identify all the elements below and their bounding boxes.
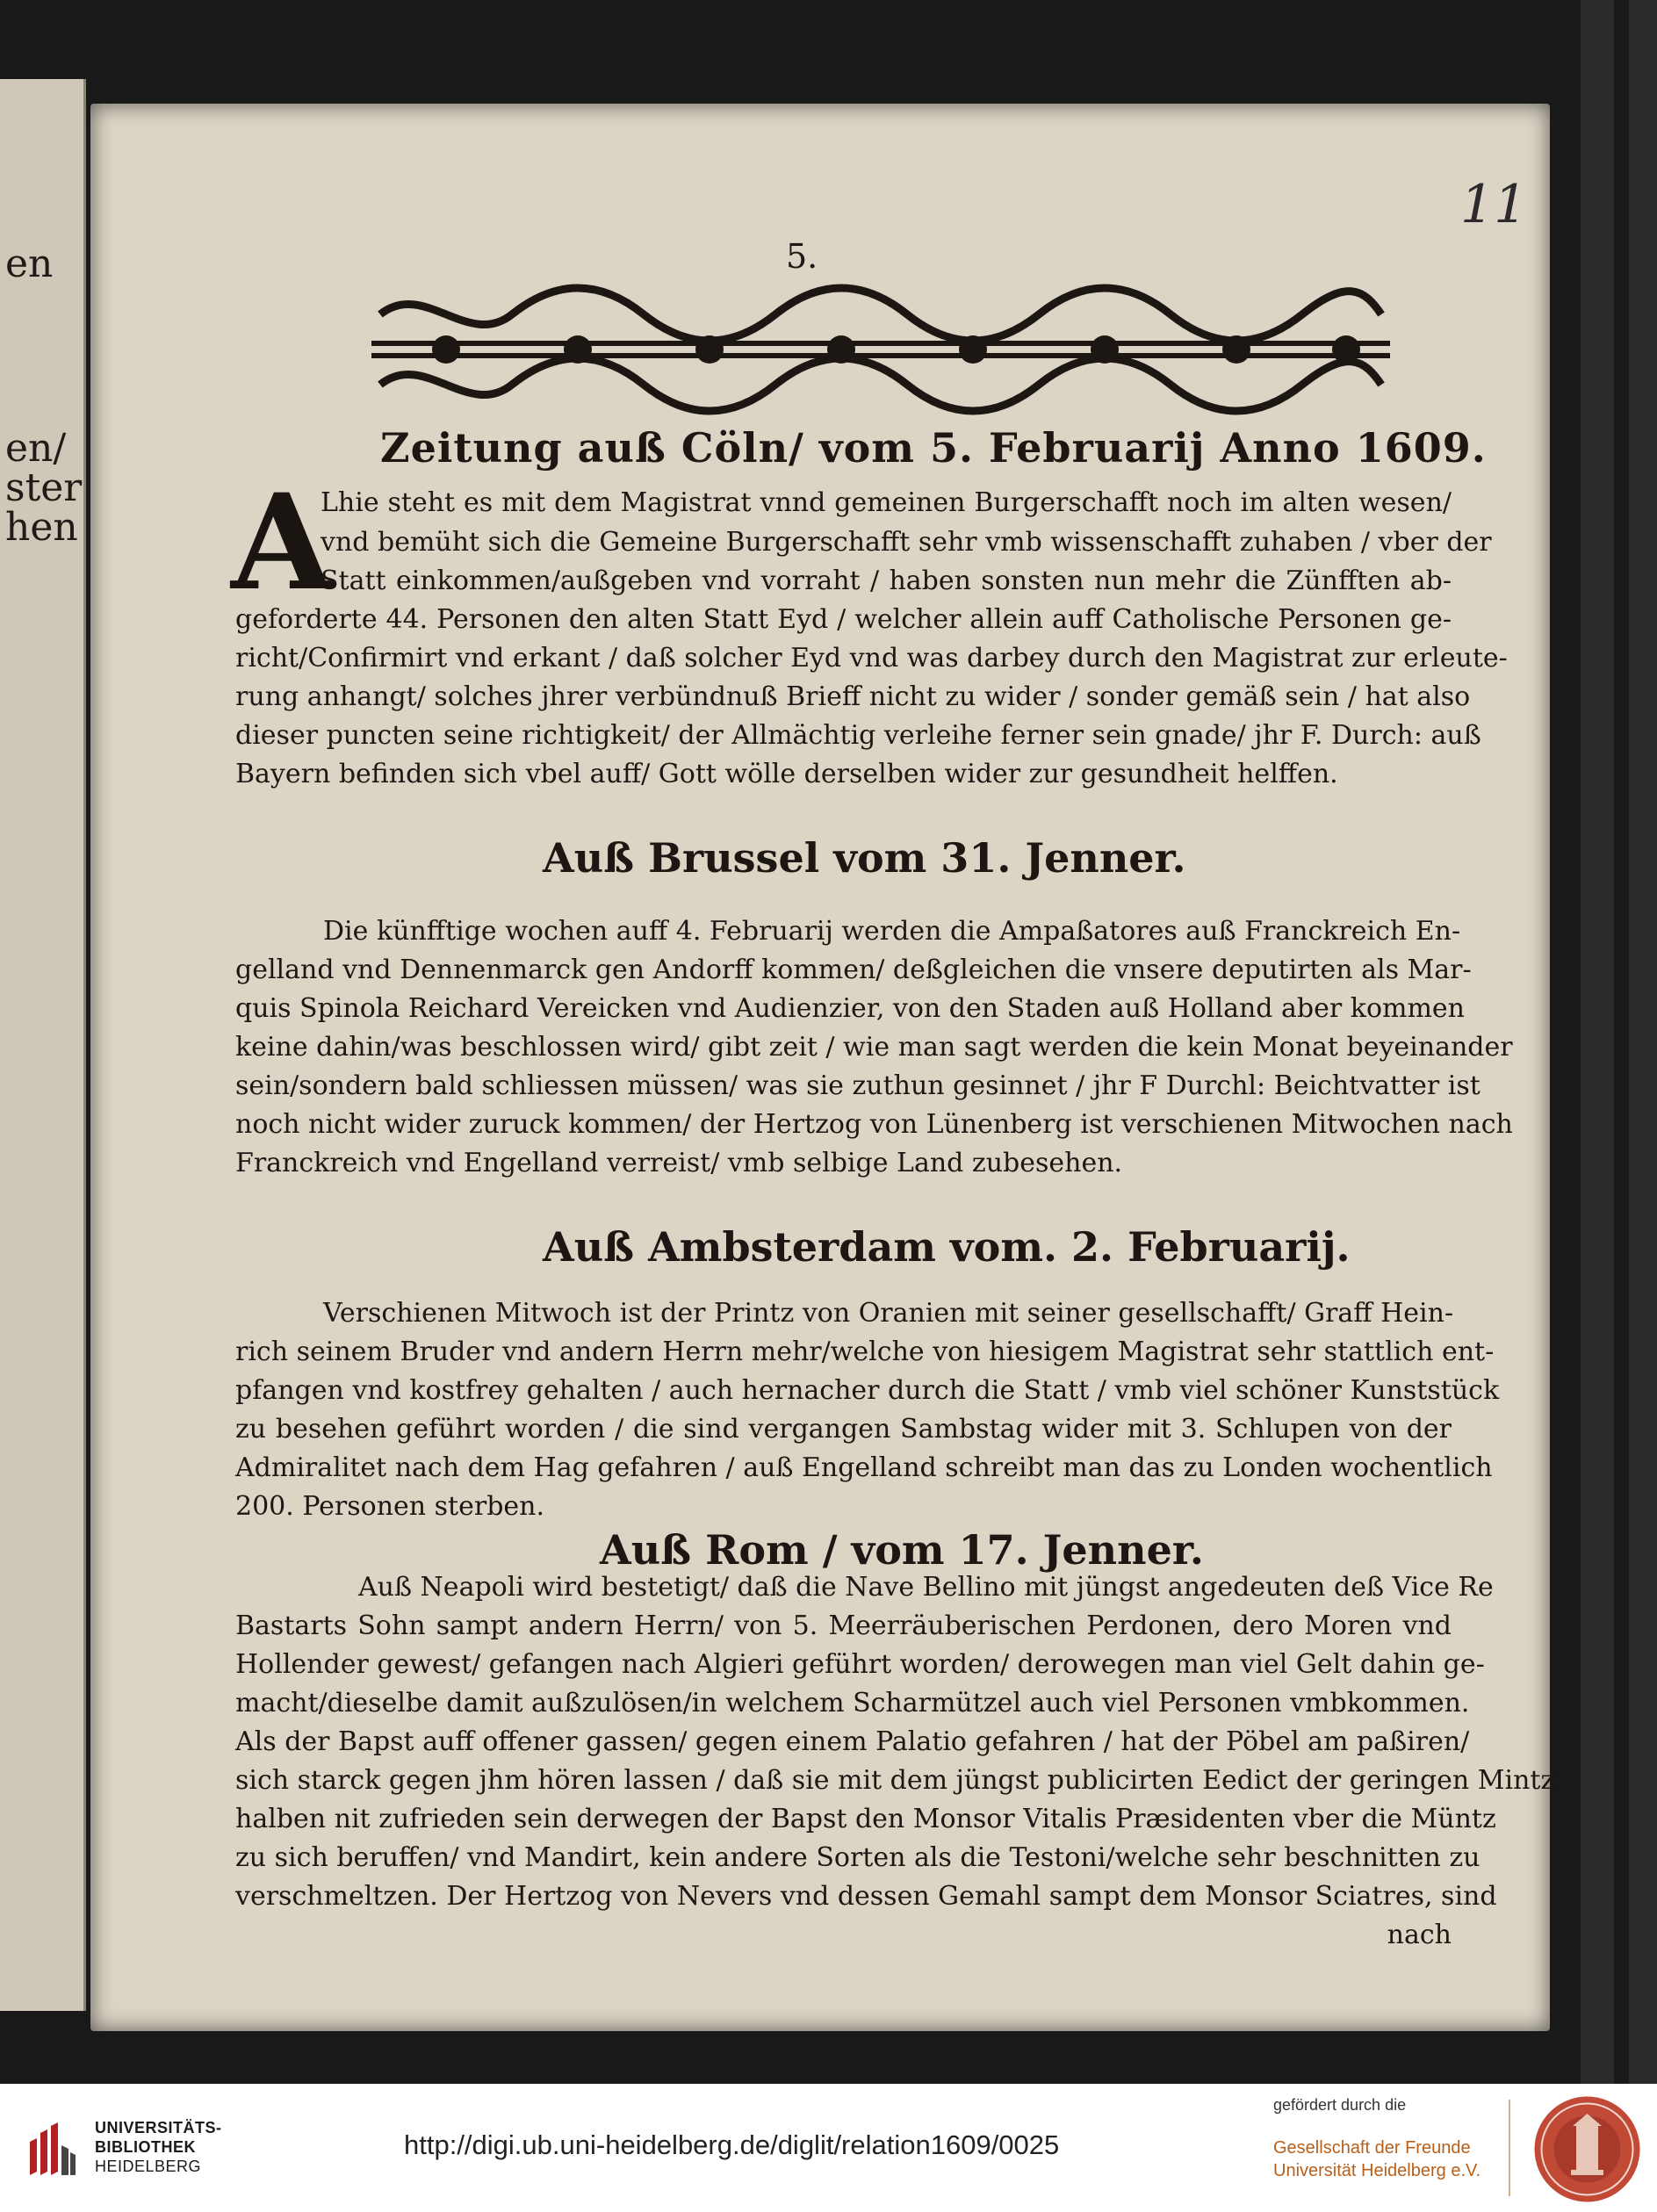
text-line: Lhie steht es mit dem Magistrat vnnd gemeinen Burgerschafft noch im alten wesen/ xyxy=(321,487,1452,518)
text-line: rich seinem Bruder vnd andern Herrn mehr/welche von hiesigem Magistrat sehr stattlich ent- xyxy=(235,1337,1495,1367)
library-name-line: UNIVERSITÄTS- xyxy=(95,2119,222,2136)
news-heading-amsterdam: Auß Ambsterdam vom. 2. Februarij. xyxy=(543,1223,1351,1271)
text-line: Auß Neapoli wird bestetigt/ daß die Nave Bellino mit jüngst angedeuten deß Vice Re xyxy=(358,1572,1494,1603)
left-page-edge xyxy=(0,79,86,2011)
society-name-line: Gesellschaft der Freunde xyxy=(1273,2138,1471,2158)
left-page-fragment: ster xyxy=(5,465,83,510)
signature-mark: 5. xyxy=(786,237,818,276)
text-line: Bastarts Sohn sampt andern Herrn/ von 5. Meerräuberischen Perdonen, dero Moren vnd xyxy=(235,1610,1452,1641)
drop-cap: A xyxy=(231,465,334,620)
text-line: keine dahin/was beschlossen wird/ gibt zeit / wie man sagt werden die kein Monat beyeinander xyxy=(235,1032,1513,1063)
left-page-fragment: hen xyxy=(5,505,78,550)
left-page-fragment: en/ xyxy=(5,426,67,471)
ornament-band xyxy=(371,279,1390,424)
text-line: rung anhangt/ solches jhrer verbündnuß Brieff nicht zu wider / sonder gemäß sein / hat also xyxy=(235,681,1471,712)
text-line: Statt einkommen/außgeben vnd vorraht / haben sonsten nun mehr die Zünfften ab- xyxy=(321,566,1452,596)
text-line: Als der Bapst auff offener gassen/ gegen einem Palatio gefahren / hat der Pöbel am paßiren/ xyxy=(235,1726,1470,1757)
library-name-line: HEIDELBERG xyxy=(95,2158,202,2175)
funded-by-label: gefördert durch die xyxy=(1273,2096,1407,2114)
text-line: 200. Personen sterben. xyxy=(235,1491,545,1522)
text-line: Die künfftige wochen auff 4. Februarij werden die Ampaßatores auß Franckreich En- xyxy=(323,916,1461,947)
news-heading-cologne: Zeitung auß Cöln/ vom 5. Februarij Anno 1609. xyxy=(380,424,1487,472)
ub-logo-icon[interactable] xyxy=(26,2119,79,2180)
catchword: nach xyxy=(1387,1920,1452,1950)
folio-number: 11 xyxy=(1460,174,1528,235)
text-line: verschmeltzen. Der Hertzog von Nevers vnd dessen Gemahl sampt dem Monsor Sciatres, sind xyxy=(235,1881,1497,1912)
text-line: sich starck gegen jhm hören lassen / daß sie mit dem jüngst publicirten Eedict der geringen Mintz xyxy=(235,1765,1555,1796)
text-line: zu besehen geführt worden / die sind vergangen Sambstag wider mit 3. Schlupen von der xyxy=(235,1414,1452,1445)
footer-divider xyxy=(1509,2100,1510,2196)
text-line: gelland vnd Dennenmarck gen Andorff kommen/ deßgleichen die vnsere deputirten als Mar- xyxy=(235,955,1472,985)
text-line: vnd bemüht sich die Gemeine Burgerschafft sehr vmb wissenschafft zuhaben / vber der xyxy=(321,527,1492,558)
text-line: noch nicht wider zuruck kommen/ der Hertzog von Lünenberg ist verschienen Mitwochen nach xyxy=(235,1109,1513,1140)
left-page-fragment: en xyxy=(5,241,54,286)
permalink-url[interactable]: http://digi.ub.uni-heidelberg.de/diglit/relation1609/0025 xyxy=(404,2129,1060,2160)
text-line: Hollender gewest/ gefangen nach Algieri geführt worden/ derowegen man viel Gelt dahin ge- xyxy=(235,1649,1485,1680)
text-line: halben nit zufrieden sein derwegen der Bapst den Monsor Vitalis Præsidenten vber die Müntz xyxy=(235,1804,1496,1834)
text-line: dieser puncten seine richtigkeit/ der Allmächtig verleihe ferner sein gnade/ jhr F. Durch: auß xyxy=(235,720,1481,751)
text-line: quis Spinola Reichard Vereicken vnd Audienzier, von den Staden auß Holland aber kommen xyxy=(235,993,1465,1024)
text-line: sein/sondern bald schliessen müssen/ was sie zuthun gesinnet / jhr F Durchl: Beichtvatter ist xyxy=(235,1070,1480,1101)
text-line: zu sich beruffen/ vnd Mandirt, kein andere Sorten als die Testoni/welche sehr beschnitten zu xyxy=(235,1842,1480,1873)
text-line: Admiralitet nach dem Hag gefahren / auß Engelland schreibt man das zu Londen wochentlich xyxy=(235,1452,1493,1483)
university-seal-icon[interactable] xyxy=(1532,2094,1642,2204)
text-line: Bayern befinden sich vbel auff/ Gott wölle derselben wider zur gesundheit helffen. xyxy=(235,759,1338,789)
background-stripe xyxy=(1581,0,1614,2084)
text-line: Franckreich vnd Engelland verreist/ vmb selbige Land zubesehen. xyxy=(235,1148,1123,1178)
text-line: geforderte 44. Personen den alten Statt Eyd / welcher allein auff Catholische Personen ge- xyxy=(235,604,1452,635)
library-name-line: BIBLIOTHEK xyxy=(95,2138,196,2156)
viewer-footer xyxy=(0,2084,1657,2212)
text-line: richt/Confirmirt vnd erkant / daß solcher Eyd vnd was darbey durch den Magistrat zur erleute- xyxy=(235,643,1508,674)
news-heading-rome: Auß Rom / vom 17. Jenner. xyxy=(600,1526,1204,1574)
society-name-line: Universität Heidelberg e.V. xyxy=(1273,2161,1481,2180)
text-line: macht/dieselbe damit außzulösen/in welchem Scharmützel auch viel Personen vmbkommen. xyxy=(235,1688,1470,1718)
news-heading-brussels: Auß Brussel vom 31. Jenner. xyxy=(543,834,1186,882)
text-line: pfangen vnd kostfrey gehalten / auch hernacher durch die Statt / vmb viel schöner Kunststück xyxy=(235,1375,1500,1406)
document-page xyxy=(90,104,1555,2031)
text-line: Verschienen Mitwoch ist der Printz von Oranien mit seiner gesellschafft/ Graff Hein- xyxy=(323,1298,1454,1329)
background-stripe xyxy=(1629,0,1657,2084)
